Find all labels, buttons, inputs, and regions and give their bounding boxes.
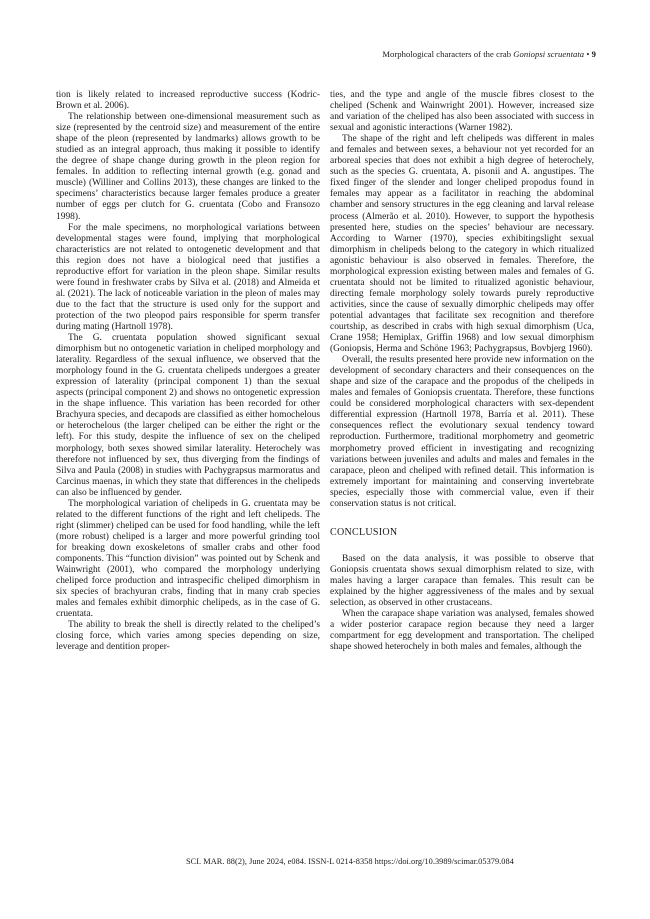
body-paragraph: ties, and the type and angle of the muscle fibres closest to the cheliped (Schenk and Wainwright 2001). However, increased size and variation of the cheliped has also been associated with success in sexual and agonistic interactions (Warner 1982). (330, 90, 594, 134)
body-paragraph: tion is likely related to increased reproductive success (Kodric-Brown et al. 2006). (56, 90, 320, 112)
body-paragraph: The ability to break the shell is directly related to the cheliped’s closing force, which varies among species depending on size, leverage and dentition proper- (56, 620, 320, 653)
page-number: 9 (591, 49, 596, 59)
conclusion-paragraph: Based on the data analysis, it was possible to observe that Goniopsis cruentata shows sexual dimorphism related to size, with males having a larger carapace than females. This result can be explained by the higher aggressiveness of the males and by sexual selection, as observed in other crustaceans. (330, 553, 594, 609)
body-paragraph: For the male specimens, no morphological variations between developmental stages were found, implying that morphological characteristics are not related to ontogenetic development and that this region does not have a biological need that justifies a reproductive effort for variation in the pleon shape. Similar results were found in freshwater crabs by Silva et al. (2018) and Almeida et al. (2021). The lack of noticeable variation in the pleon of males may due to the fact that the structure is used only for the support and protection of the two pleopod pairs responsible for sperm transfer during mating (Hartnoll 1978). (56, 222, 320, 332)
body-paragraph: The shape of the right and left chelipeds was different in males and females and between sexes, a behaviour not yet recorded for an arboreal species that does not exhibit a high degree of heterochely, such as the species G. cruentata, A. pisonii and A. angustipes. The fixed finger of the slender and longer cheliped propodus found in females may appear as a facilitator in reaching the abdominal chamber and sensory structures in the egg cleaning and larval release process (Almerão et al. 2010). However, to support the hypothesis presented here, studies on the species’ behaviour are necessary. According to Warner (1970), species exhibitingslight sexual dimorphism in chelipeds belong to the category in which ritualized agonistic behaviour is also observed in females. Therefore, the morphological expression existing between males and females of G. cruentata should not be limited to ritualized agonistic behaviour, directing female morphology solely towards purely reproductive activities, since the cause of sexually dimorphic chelipeds may offer potential advantages that facilitate sex recognition and therefore courtship, as described in crabs with high sexual dimorphism (Uca, Crane 1958; Hemiplax, Griffin 1968) and low sexual dimorphism (Goniopsis, Herma and Schöne 1963; Pachygrapsus, Bovbjerg 1960). (330, 134, 594, 355)
body-paragraph: The relationship between one-dimensional measurement such as size (represented by the centroid size) and measurement of the entire shape of the pleon (represented by landmarks) allows growth to be studied as an integral approach, thus making it possible to identify the degree of shape change during growth in the pleon region for females. In addition to reflecting internal growth (e.g. gonad and muscle) (Williner and Collins 2013), these changes are linked to the specimens’ characteristics because larger females produce a greater number of eggs per clutch for G. cruentata (Cobo and Fransozo 1998). (56, 112, 320, 222)
left-column (56, 90, 320, 653)
running-title-species: Goniopsi scruentata (513, 49, 585, 59)
conclusion-paragraph: When the carapace shape variation was analysed, females showed a wider posterior carapace region because they need a larger compartment for egg development and transportation. The cheliped shape showed heterochely in both males and females, although the (330, 609, 594, 653)
body-paragraph: The G. cruentata population showed significant sexual dimorphism but no ontogenetic variation in cheliped morphology and laterality. Regardless of the sexual influence, we observed that the morphology found in the G. cruentata chelipeds undergoes a greater expression of laterality (principal component 1) than the sexual aspects (principal component 2) and shows no ontogenetic expression in the shape influence. This variation has been recorded for other Brachyura species, and decapods are classified as either homochelous or heterochelous (the larger cheliped can be either the right or the left). For this study, despite the influence of sex on the cheliped morphology, both sexes showed similar laterality. Heterochely was therefore not influenced by sex, thus diverging from the findings of Silva and Paula (2008) in studies with Pachygrapsus marmoratus and Carcinus maenas, in which they state that differences in the chelipeds can also be influenced by gender. (56, 333, 320, 498)
section-heading-conclusion: CONCLUSION (330, 526, 398, 538)
body-paragraph: The morphological variation of chelipeds in G. cruentata may be related to the different functions of the right and left chelipeds. The right (slimmer) cheliped can be used for food handling, while the left (more robust) cheliped is a larger and more powerful grinding tool for breaking down exoskeletons of smaller crabs and other food components. This “function division” was pointed out by Schenk and Wainwright (2001), who compared the morphology underlying cheliped force production and intraspecific cheliped dimorphism in six species of brachyuran crabs, finding that in many crab species males and females exhibit dimorphic chelipeds, as in the case of G. cruentata. (56, 498, 320, 620)
header-separator: • (584, 49, 592, 59)
running-header (382, 49, 596, 59)
right-column (330, 90, 594, 653)
running-title: Morphological characters of the crab (382, 49, 514, 59)
body-paragraph: Overall, the results presented here provide new information on the development of secondary characters and their consequences on the shape and size of the carapace and the propodus of the chelipeds in males and females of Goniopsis cruentata. Therefore, these functions could be considered morphological characters with sex-dependent differential expression (Hartnoll 1978, Barría et al. 2011). These consequences reflect the evolutionary sexual tendency toward reproduction. Furthermore, traditional morphometry and geometric morphometry proved efficient in investigating and recognizing variations between juveniles and adults and males and females in the carapace, pleon and cheliped with refined detail. This information is extremely important for maintaining and conserving invertebrate species, especially those with commercial value, even if their conservation status is not critical. (330, 355, 594, 509)
footer-citation: SCI. MAR. 88(2), June 2024, e084. ISSN-L 0214-8358 https://doi.org/10.3989/scimar.05379.084 (186, 857, 514, 866)
